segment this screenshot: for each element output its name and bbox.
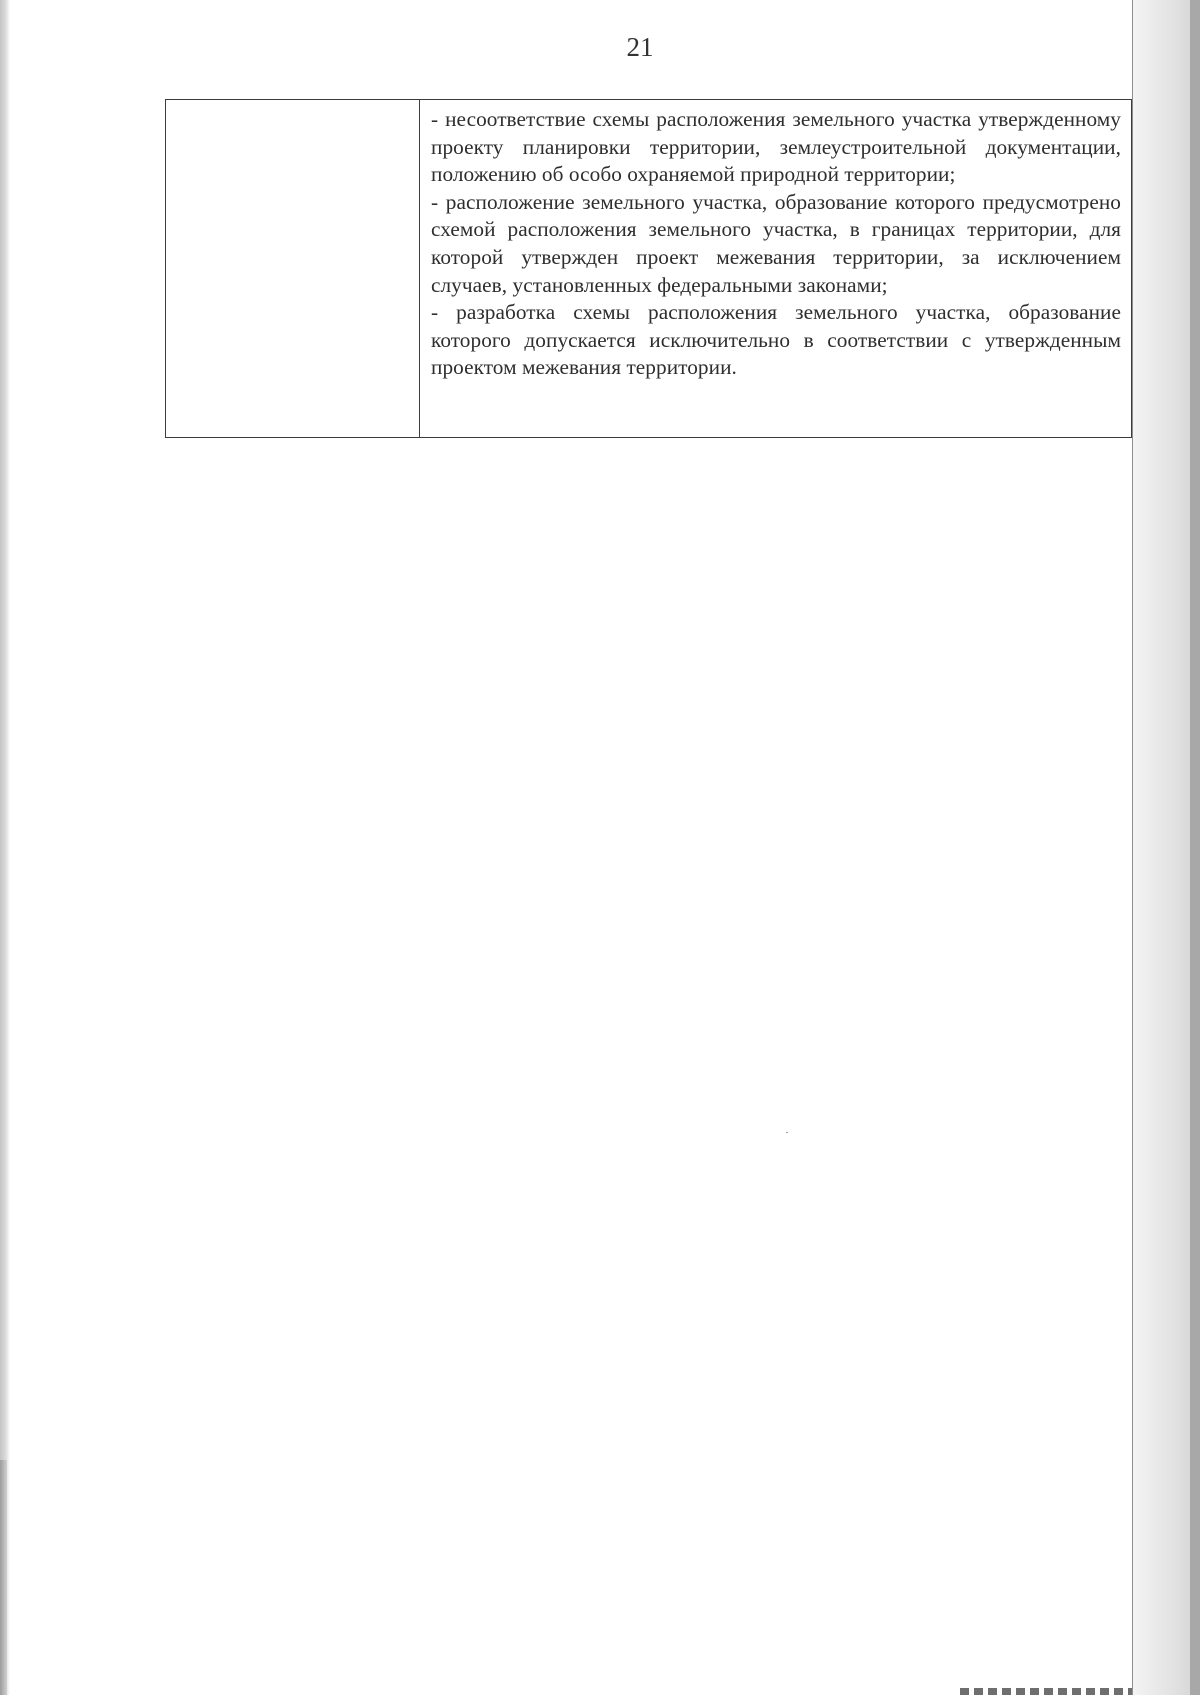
continuation-table: [165, 99, 1132, 438]
table-list-item: - расположение земельного участка, образование которого предусмотрено схемой расположения земельного участка, в границах территории, для которой утвержден проект межевания территории, за исключением случаев, установленных федеральными законами;: [431, 189, 1121, 297]
scan-edge-left-shadow: [0, 1460, 7, 1695]
scan-edge-right-shadow: [1190, 0, 1200, 1695]
table-cell-left: [166, 100, 420, 437]
page-number: 21: [626, 32, 654, 62]
table-list-item: - разработка схемы расположения земельного участка, образование которого допускается исключительно в соответствии с утвержденным проектом межевания территории.: [431, 300, 1121, 380]
scan-speck: [786, 1132, 788, 1133]
scan-bottom-marks: [960, 1688, 1132, 1695]
table-cell-right: [420, 100, 1131, 437]
scan-edge-left: [0, 0, 10, 1695]
table-list-item: - несоответствие схемы расположения земельного участка утвержденному проекту планировки территории, землеустроительной документации, положению об особо охраняемой природной территории;: [431, 107, 1121, 187]
